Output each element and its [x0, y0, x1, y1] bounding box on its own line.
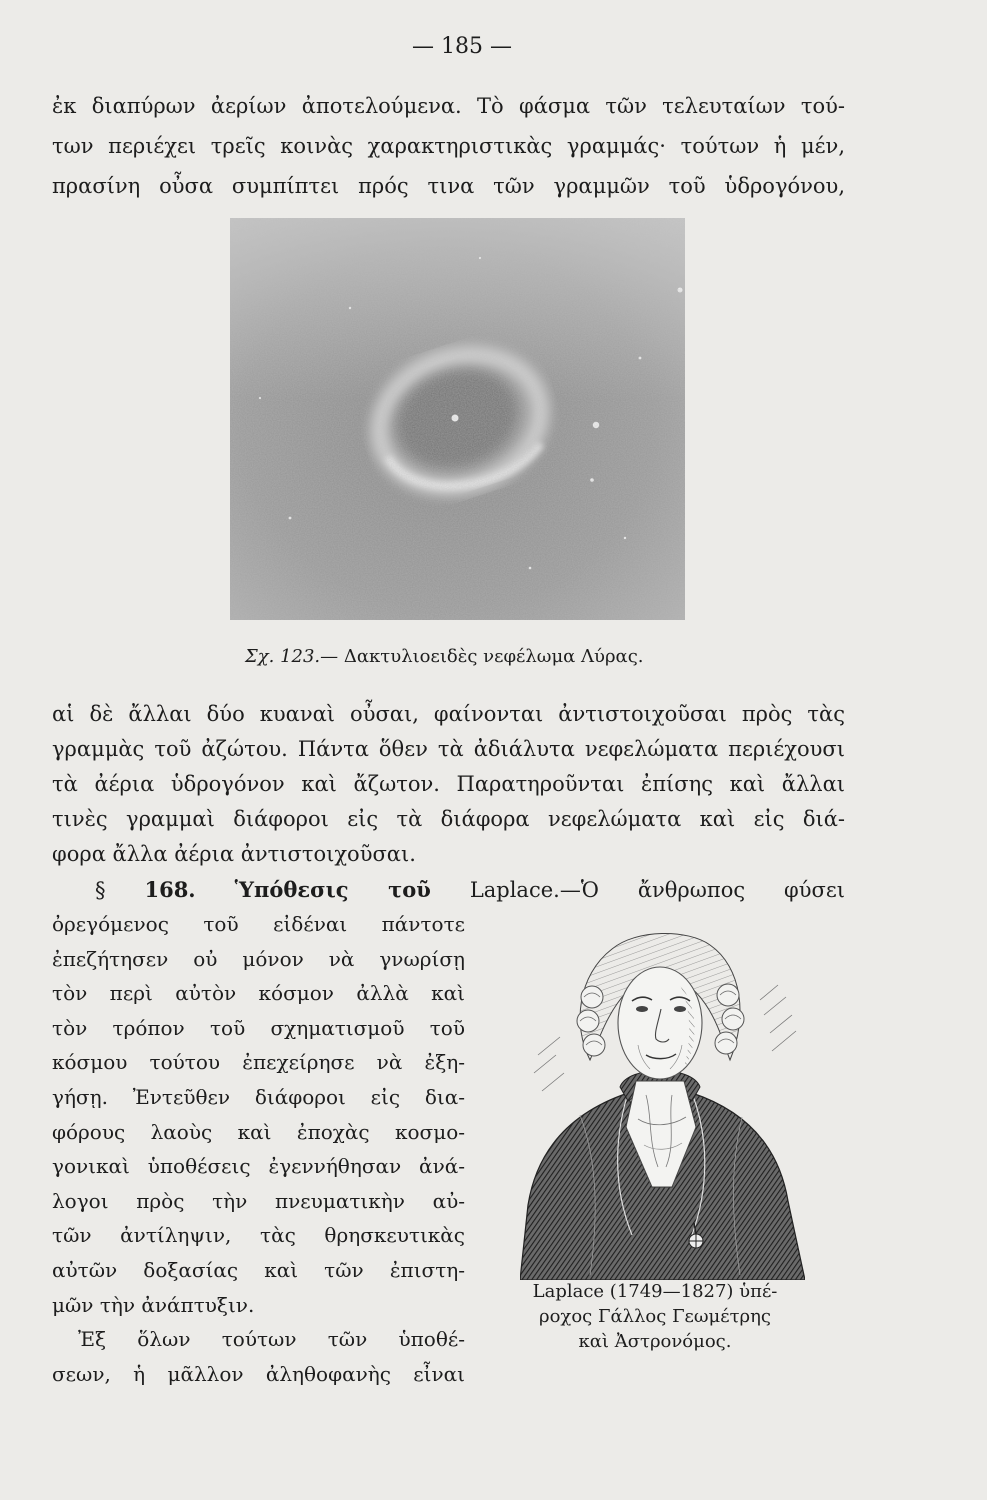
section-heading-line — [95, 872, 845, 907]
text-line: Ἐξ ὅλων τούτων τῶν ὑποθέ- — [78, 1327, 465, 1352]
text-line: αἱ δὲ ἄλλαι δύο κυαναὶ οὖσαι, φαίνονται ἀντιστοιχοῦσαι πρὸς τὰς — [52, 702, 845, 726]
paragraph-spectrum — [52, 86, 845, 206]
figure-label: Σχ. 123.— — [245, 646, 339, 667]
text-line: τινὲς γραμμαὶ διάφοροι εἰς τὰ διάφορα νεφελώματα καὶ εἰς διά- — [52, 807, 845, 831]
caption-line: καὶ Ἀστρονόμος. — [578, 1331, 732, 1352]
text-line: αὐτῶν δοξασίας καὶ τῶν ἐπιστη- — [52, 1257, 465, 1282]
text-line: φορα ἄλλα ἀέρια ἀντιστοιχοῦσαι. — [52, 842, 416, 866]
text-line: τὸν τρόπον τοῦ σχηματισμοῦ τοῦ — [52, 1015, 465, 1040]
text-line: τὰ ἀέρια ὑδρογόνον καὶ ἄζωτον. Παρατηροῦνται ἐπίσης καὶ ἄλλαι — [52, 772, 845, 796]
caption-line: Laplace (1749—1827) ὑπέ- — [532, 1281, 778, 1302]
text-line: μῶν τὴν ἀνάπτυξιν. — [52, 1292, 255, 1317]
text-line: γραμμὰς τοῦ ἀζώτου. Πάντα ὅθεν τὰ ἀδιάλυτα νεφελώματα περιέχουσι — [52, 737, 845, 761]
text-line: σεων, ἡ μᾶλλον ἀληθοφανὴς εἶναι — [52, 1361, 465, 1386]
laplace-portrait — [520, 905, 805, 1280]
text-line: ὀρεγόμενος τοῦ εἰδέναι πάντοτε — [52, 912, 465, 936]
text-line: κόσμου τούτου ἐπεχείρησε νὰ ἐξη- — [52, 1050, 465, 1075]
section-title: Ὑπόθεσις τοῦ — [234, 877, 431, 902]
caption-line: ροχος Γάλλος Γεωμέτρης — [539, 1306, 771, 1327]
text-line: τὸν περὶ αὐτὸν κόσμον ἀλλὰ καὶ — [52, 981, 465, 1006]
text-line: ἐκ διαπύρων ἀερίων ἀποτελούμενα. Τὸ φάσμα τῶν τελευταίων τού- — [52, 94, 845, 118]
figure-caption-text: Δακτυλιοειδὲς νεφέλωμα Λύρας. — [343, 646, 644, 667]
face — [618, 967, 702, 1079]
page-number: — 185 — — [412, 34, 512, 59]
photo-grain — [230, 218, 685, 620]
text-line: γήσῃ. Ἐντεῦθεν διάφοροι εἰς δια- — [52, 1084, 465, 1109]
section-heading — [95, 872, 845, 907]
section-title-continuation: Laplace.—Ὁ ἄνθρωπος φύσει — [469, 878, 845, 902]
portrait-caption — [500, 1279, 810, 1354]
section-number: 168. — [144, 877, 196, 902]
text-line: γονικαὶ ὑποθέσεις ἐγεννήθησαν ἀνά- — [52, 1154, 465, 1179]
figure-caption — [245, 643, 705, 671]
section-body — [52, 907, 465, 1391]
text-line: ἐπεζήτησεν οὐ μόνον νὰ γνωρίσῃ — [52, 946, 465, 971]
text-line: λογοι πρὸς τὴν πνευματικὴν αὐ- — [52, 1188, 465, 1213]
text-line: των περιέχει τρεῖς κοινὰς χαρακτηριστικὰς γραμμάς· τούτων ἡ μέν, — [52, 134, 845, 158]
ring-nebula-image — [230, 218, 685, 620]
ring-nebula-photo — [230, 218, 685, 620]
text-line: πρασίνη οὖσα συμπίπτει πρός τινα τῶν γραμμῶν τοῦ ὑδρογόνου, — [52, 174, 845, 198]
laplace-engraving — [520, 905, 805, 1280]
paragraph-gases — [52, 697, 845, 872]
section-symbol: § — [95, 878, 106, 902]
text-line: τῶν ἀντίληψιν, τὰς θρησκευτικὰς — [52, 1223, 465, 1248]
text-line: φόρους λαοὺς καὶ ἐποχὰς κοσμο- — [52, 1119, 465, 1144]
